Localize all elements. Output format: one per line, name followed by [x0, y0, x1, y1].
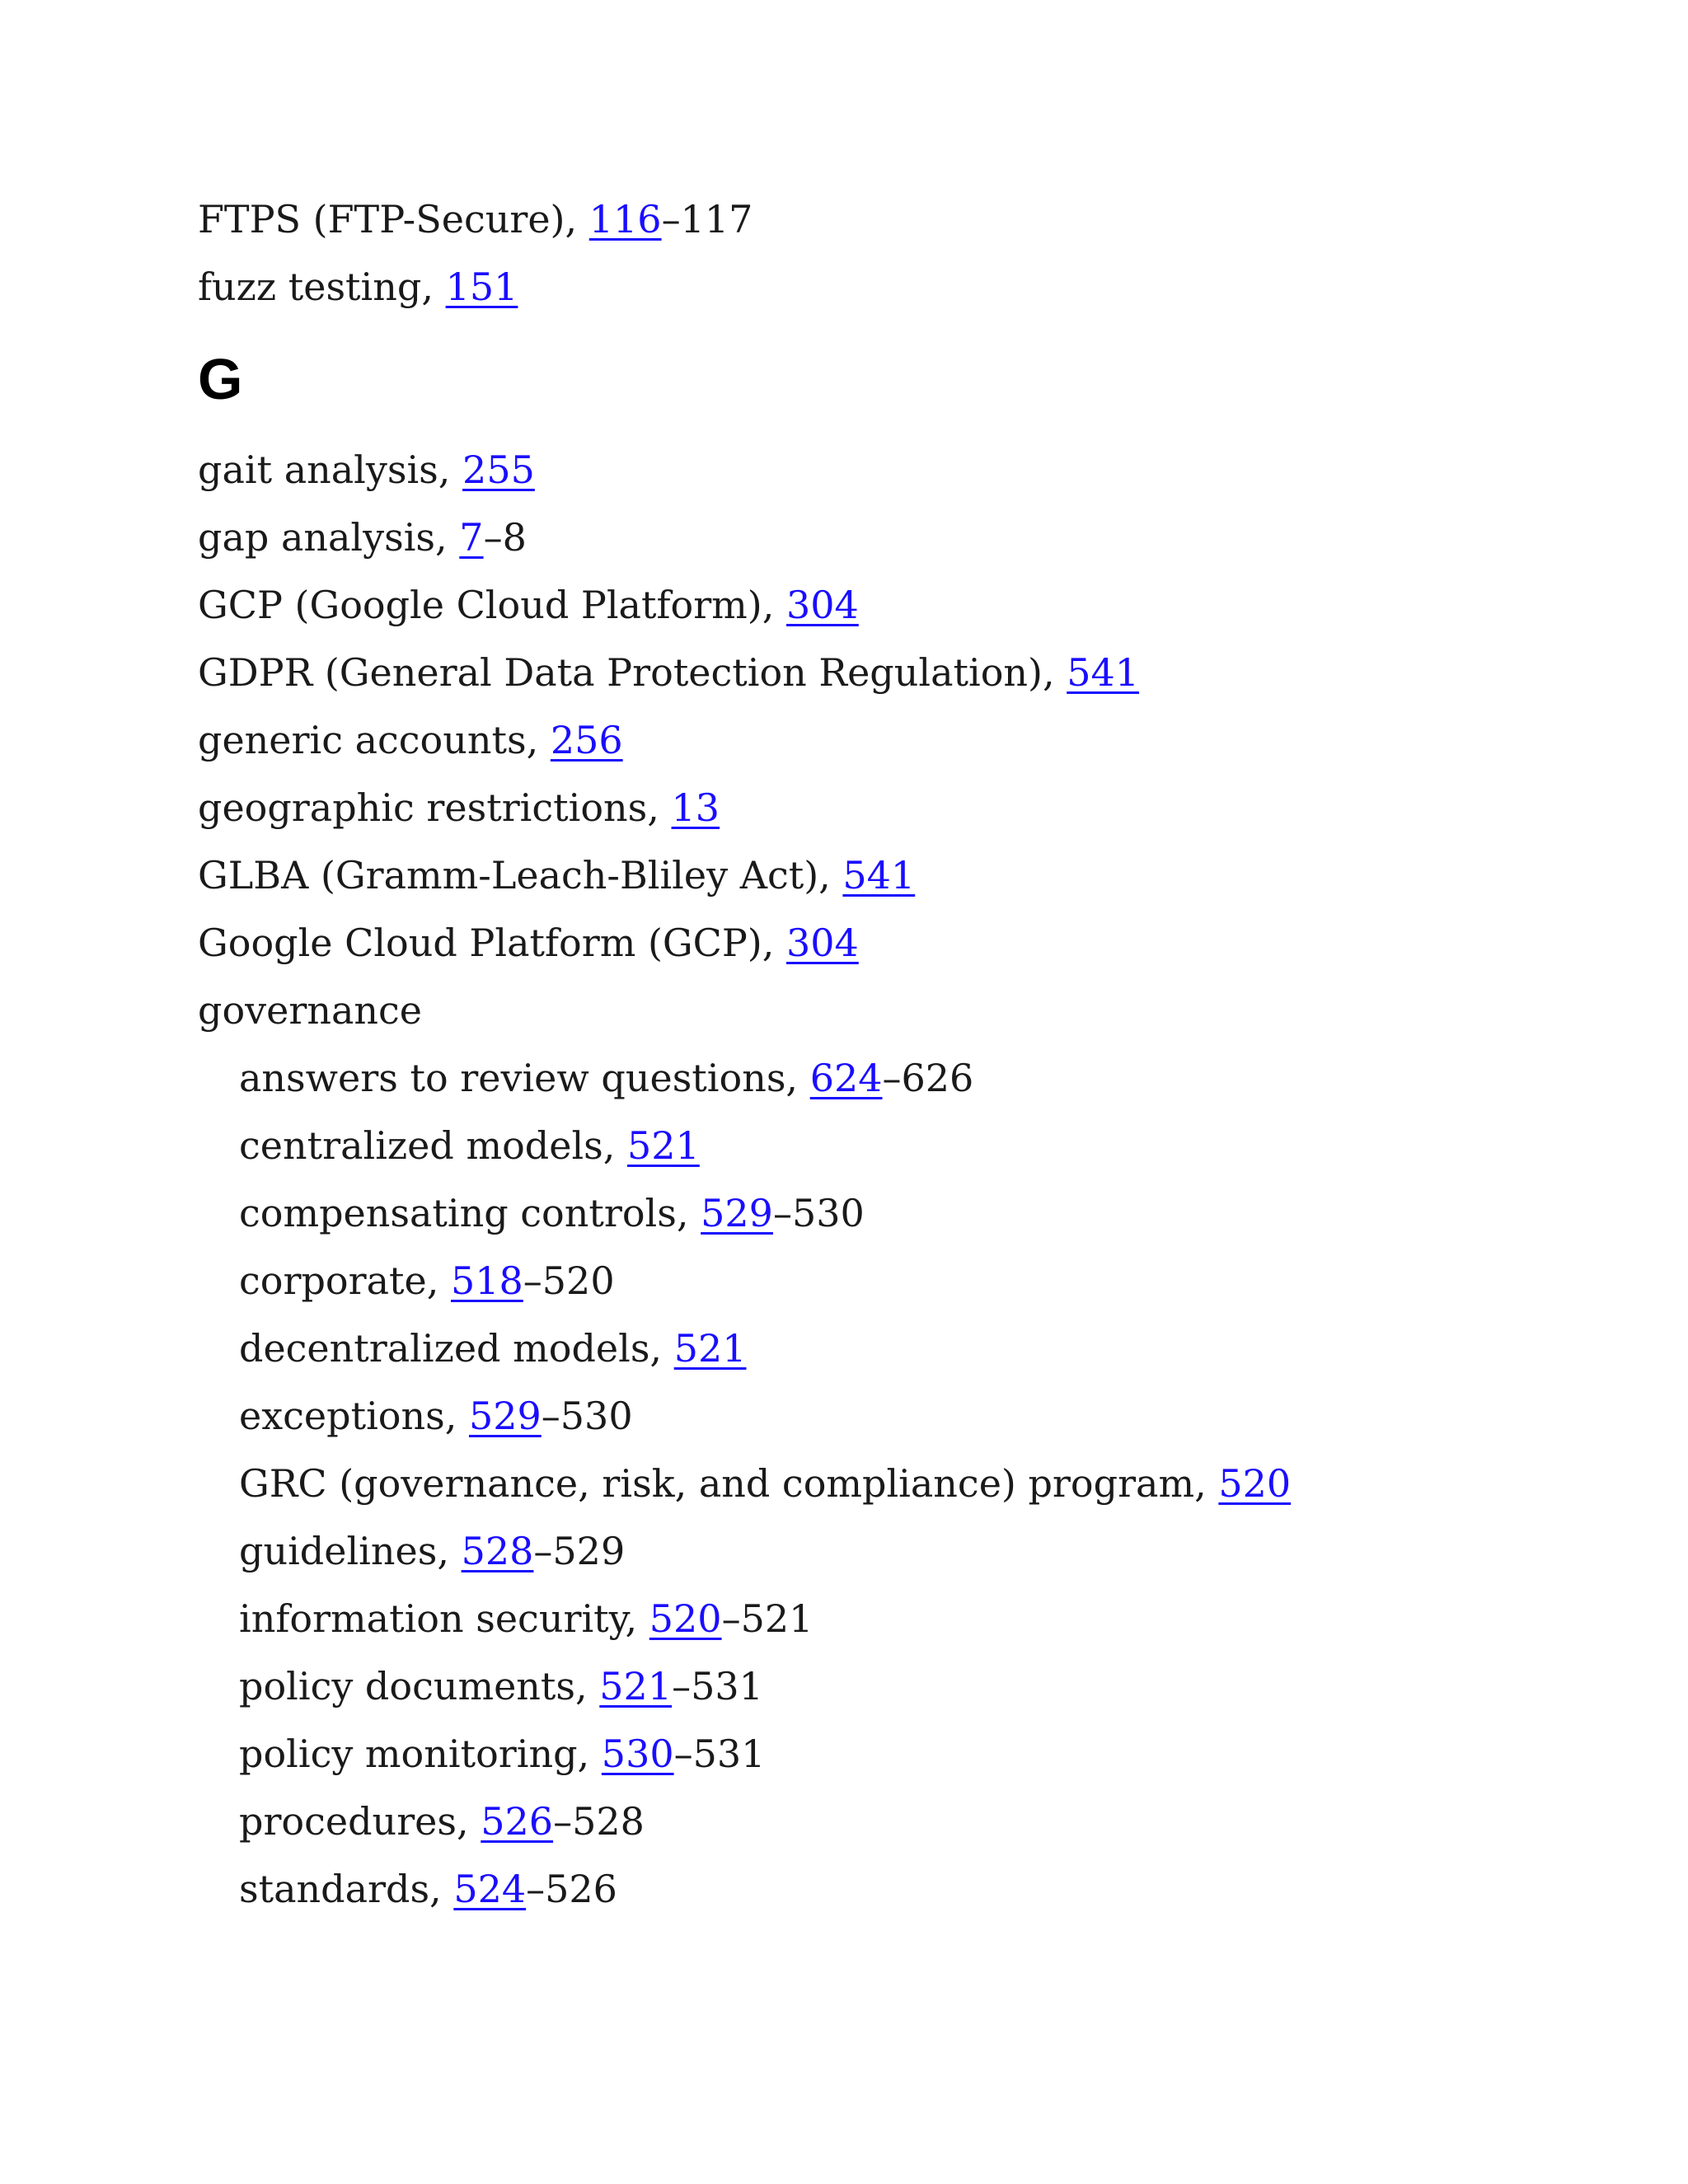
index-subentry [198, 1450, 1599, 1517]
index-subentry [198, 1112, 1599, 1179]
index-term: policy monitoring, [239, 1732, 590, 1776]
page-number-link[interactable]: 521 [627, 1123, 700, 1168]
index-entry-list [198, 185, 1599, 1923]
page-number-link[interactable]: 541 [1067, 650, 1140, 695]
page-number-link[interactable]: 151 [445, 265, 518, 309]
index-term: centralized models, [239, 1123, 616, 1168]
page-number-link[interactable]: 256 [550, 718, 623, 762]
index-entry [198, 185, 1599, 253]
page-number-link[interactable]: 304 [786, 921, 859, 965]
page-number-link[interactable]: 529 [468, 1394, 542, 1438]
index-term: procedures, [239, 1799, 469, 1844]
index-entry [198, 504, 1599, 571]
index-entry [198, 253, 1599, 321]
index-entry [198, 909, 1599, 977]
index-term: GRC (governance, risk, and compliance) program, [239, 1461, 1207, 1506]
index-term: guidelines, [239, 1529, 449, 1573]
index-entry [198, 639, 1599, 706]
index-term: GDPR (General Data Protection Regulation), [198, 650, 1055, 695]
index-subentry [198, 1585, 1599, 1652]
index-term: generic accounts, [198, 718, 539, 762]
index-entry [198, 436, 1599, 504]
index-subentry [198, 1652, 1599, 1720]
page-range-end: –531 [672, 1664, 763, 1708]
page-number-link[interactable]: 530 [601, 1732, 674, 1776]
page-range-end: –531 [673, 1732, 766, 1776]
index-entry [198, 774, 1599, 841]
page-range-end: –520 [523, 1258, 615, 1303]
page-number-link[interactable]: 304 [786, 583, 859, 627]
index-term: Google Cloud Platform (GCP), [198, 921, 775, 965]
page-number-link[interactable]: 520 [649, 1596, 722, 1641]
index-subentry [198, 1044, 1599, 1112]
index-subentry [198, 1788, 1599, 1855]
index-subentry [198, 1247, 1599, 1315]
page-number-link[interactable]: 624 [809, 1056, 883, 1100]
index-subentry [198, 1179, 1599, 1247]
index-term: gait analysis, [198, 448, 451, 492]
index-entry [198, 706, 1599, 774]
index-entry [198, 571, 1599, 639]
section-letter-heading: G [198, 347, 243, 411]
index-term: exceptions, [239, 1394, 457, 1438]
page-range-end: –530 [772, 1191, 865, 1235]
index-subentry [198, 1855, 1599, 1923]
index-term: FTPS (FTP-Secure), [198, 197, 578, 241]
index-subentry [198, 1720, 1599, 1788]
page-range-end: –626 [882, 1056, 974, 1100]
page-number-link[interactable]: 524 [453, 1867, 527, 1911]
index-term: decentralized models, [239, 1326, 663, 1371]
index-term: information security, [239, 1596, 638, 1641]
page-number-link[interactable]: 518 [450, 1258, 523, 1303]
index-term: geographic restrictions, [198, 785, 659, 830]
index-term: standards, [239, 1867, 442, 1911]
page-range-end: –526 [526, 1867, 617, 1911]
page-number-link[interactable]: 541 [842, 853, 916, 898]
page-number-link[interactable]: 526 [481, 1799, 554, 1844]
index-subentry [198, 1315, 1599, 1382]
page-number-link[interactable]: 13 [671, 785, 720, 830]
page-range-end: –529 [533, 1529, 626, 1573]
page-range-end: –8 [483, 515, 527, 560]
page-number-link[interactable]: 520 [1218, 1461, 1292, 1506]
index-entry [198, 841, 1599, 909]
page-number-link[interactable]: 521 [673, 1326, 747, 1371]
page-number-link[interactable]: 528 [461, 1529, 534, 1573]
page-number-link[interactable]: 7 [459, 515, 484, 560]
index-term: governance [198, 988, 423, 1033]
page-range-end: –530 [541, 1394, 633, 1438]
index-entry [198, 977, 1599, 1044]
index-term: answers to review questions, [239, 1056, 799, 1100]
page-range-end: –528 [553, 1799, 645, 1844]
page-number-link[interactable]: 529 [701, 1191, 773, 1235]
index-term: policy documents, [239, 1664, 588, 1708]
page-number-link[interactable]: 521 [599, 1664, 673, 1708]
page-range-end: –521 [721, 1596, 814, 1641]
index-subentry [198, 1517, 1599, 1585]
index-term: compensating controls, [239, 1191, 689, 1235]
index-term: gap analysis, [198, 515, 448, 560]
index-term: fuzz testing, [198, 265, 434, 309]
index-term: GCP (Google Cloud Platform), [198, 583, 775, 627]
index-term: GLBA (Gramm-Leach-Bliley Act), [198, 853, 831, 898]
index-term: corporate, [239, 1258, 439, 1303]
page-number-link[interactable]: 116 [588, 197, 662, 241]
page-number-link[interactable]: 255 [462, 448, 535, 492]
page-range-end: –117 [661, 197, 753, 241]
index-subentry [198, 1382, 1599, 1450]
